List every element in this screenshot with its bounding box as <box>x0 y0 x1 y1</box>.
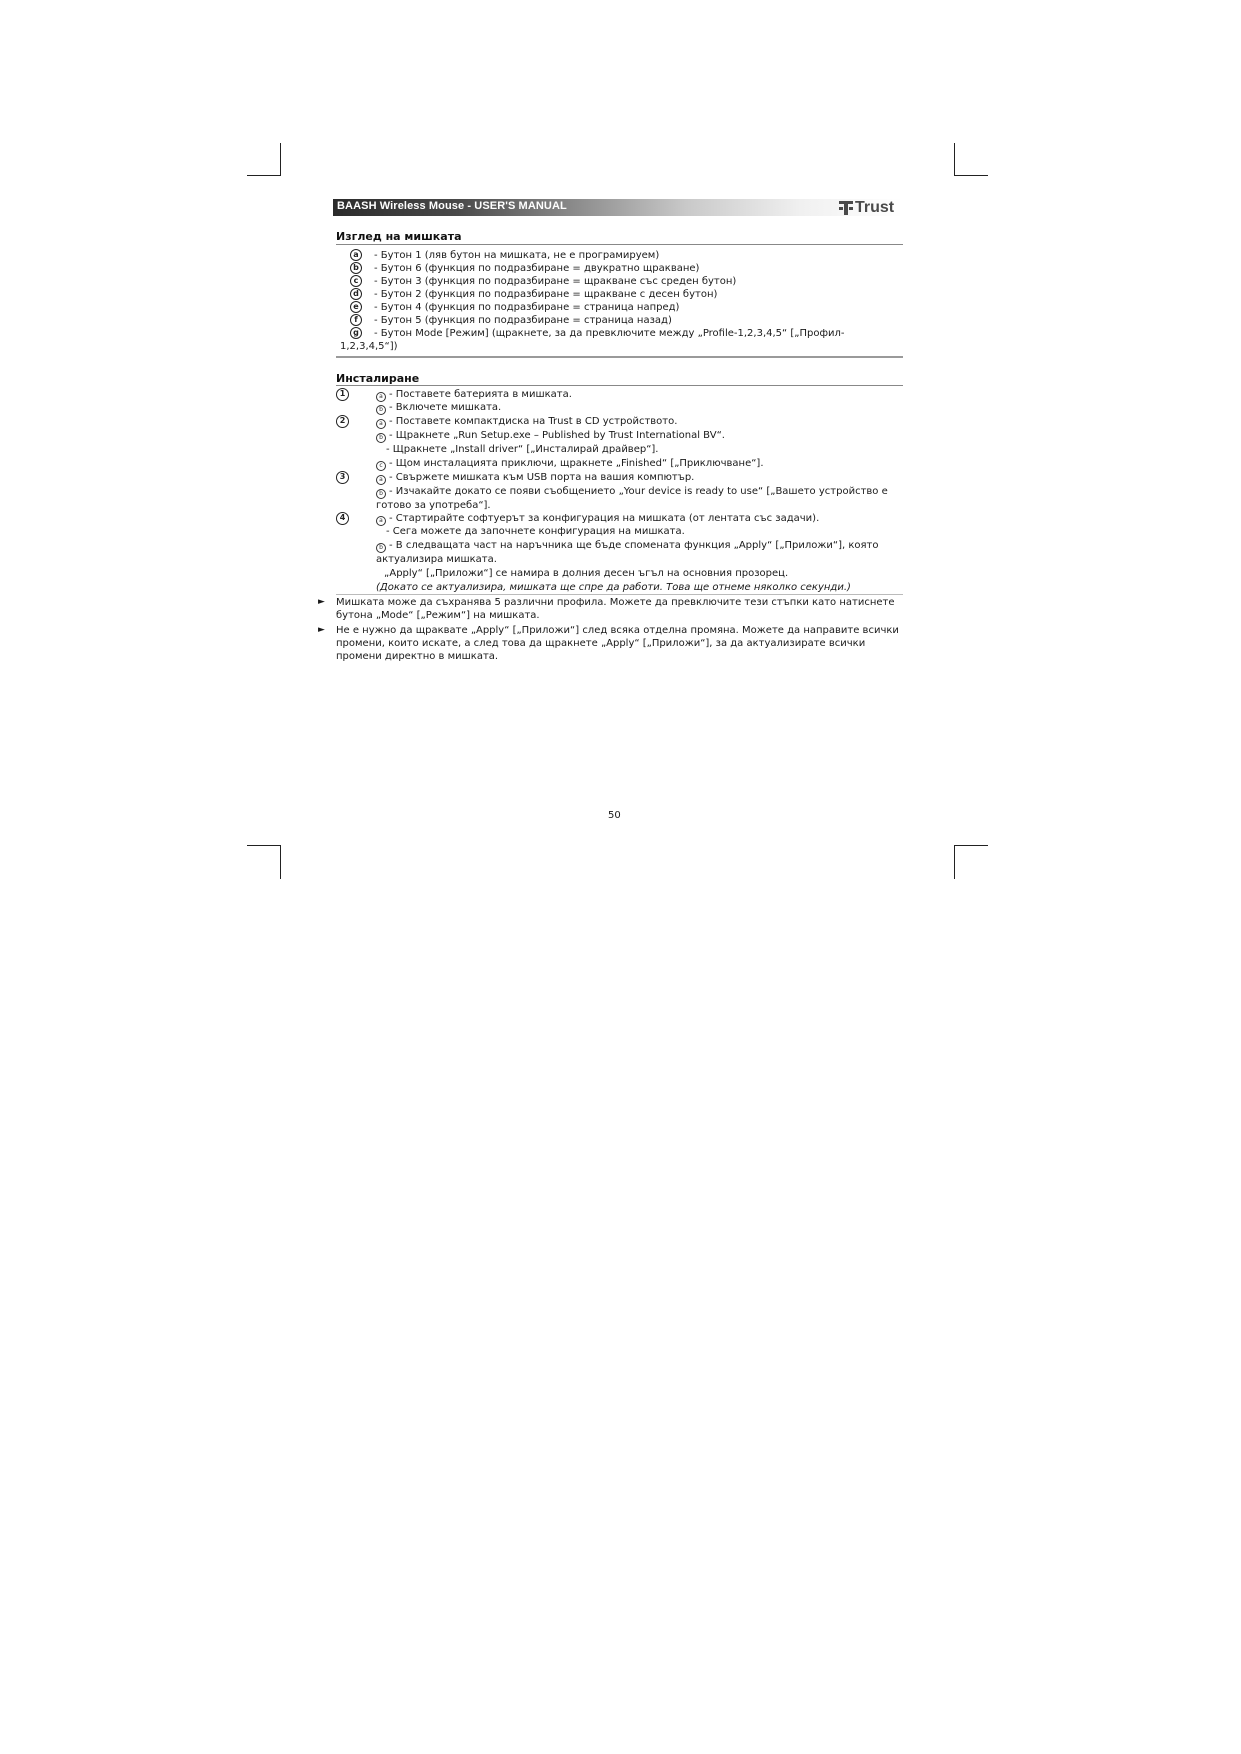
appearance-section-title: Изглед на мишката <box>336 230 462 243</box>
install-line <box>376 539 878 553</box>
list-item-text: - Бутон Mode [Режим] (щракнете, за да превключите между „Profile-1,2,3,4,5“ [„Профил- <box>374 328 845 339</box>
install-line-text: - Щракнете „Install driver“ [„Инсталирай драйвер“]. <box>386 444 659 455</box>
crop-mark <box>247 175 281 176</box>
install-line <box>376 401 501 415</box>
note-item <box>318 596 908 622</box>
crop-mark <box>954 845 955 879</box>
letter-d-icon: d <box>350 288 362 300</box>
step-3-icon: 3 <box>336 471 349 484</box>
crop-mark <box>280 143 281 176</box>
install-line-text: - Щом инсталацията приключи, щракнете „Finished“ [„Приключване“]. <box>389 458 764 469</box>
install-note-italic <box>376 581 851 595</box>
list-item-text: - Бутон 4 (функция по подразбиране = страница напред) <box>374 302 680 313</box>
triangle-bullet-icon: ► <box>318 597 325 607</box>
section-divider <box>336 356 903 358</box>
list-item-text: - Бутон 5 (функция по подразбиране = страница назад) <box>374 315 672 326</box>
install-line-text: - Поставете компактдиска на Trust в CD устройството. <box>389 416 678 427</box>
triangle-bullet-icon: ► <box>318 625 325 635</box>
letter-a-icon: a <box>350 249 362 261</box>
install-line <box>376 388 572 402</box>
crop-mark <box>954 845 988 846</box>
circle-b-icon: b <box>376 433 386 443</box>
trust-logo-text: Trust <box>855 199 895 216</box>
install-line <box>376 485 888 499</box>
letter-e-icon: e <box>350 301 362 313</box>
install-line-text: - В следващата част на наръчника ще бъде спомената функция „Apply“ [„Приложи“], която <box>389 540 879 551</box>
notes-list <box>318 596 908 665</box>
trust-logo-icon <box>839 201 853 215</box>
crop-mark <box>954 143 955 176</box>
install-line-text: - Стартирайте софтуерът за конфигурация на мишката (от лентата със задачи). <box>389 513 820 524</box>
section-divider <box>336 594 903 595</box>
list-item-text: - Бутон 1 (ляв бутон на мишката, не е програмируем) <box>374 250 660 261</box>
install-line <box>386 525 685 539</box>
manual-title: BAASH Wireless Mouse - USER'S MANUAL <box>337 200 567 212</box>
install-line-text: актуализира мишката. <box>376 554 497 565</box>
crop-mark <box>954 175 988 176</box>
list-item-text: - Бутон 3 (функция по подразбиране = щракване със среден бутон) <box>374 276 737 287</box>
install-line-text: (Докато се актуализира, мишката ще спре да работи. Това ще отнеме няколко секунди.) <box>376 582 851 593</box>
crop-mark <box>280 845 281 879</box>
circle-b-icon: b <box>376 489 386 499</box>
section-divider <box>336 244 903 245</box>
install-line-text: - Изчакайте докато се появи съобщението „Your device is ready to use“ [„Вашето устройство е <box>389 486 888 497</box>
letter-b-icon: b <box>350 262 362 274</box>
section-divider <box>336 385 903 386</box>
install-line-text: готово за употреба“]. <box>376 500 491 511</box>
install-line-text: - Сега можете да започнете конфигурация на мишката. <box>386 526 685 537</box>
install-line <box>376 553 497 567</box>
install-line <box>376 429 725 443</box>
install-line <box>376 471 694 485</box>
install-line <box>376 415 677 429</box>
install-line <box>376 499 491 513</box>
install-line <box>384 567 788 581</box>
letter-c-icon: c <box>350 275 362 287</box>
page-number: 50 <box>608 810 621 821</box>
install-line-text: - Щракнете „Run Setup.exe – Published by Trust International BV“. <box>389 430 725 441</box>
install-line-text: „Apply“ [„Приложи“] се намира в долния десен ъгъл на основния прозорец. <box>384 568 789 579</box>
circle-c-icon: c <box>376 461 386 471</box>
list-item-text: 1,2,3,4,5“]) <box>340 341 398 352</box>
install-line-text: - Свържете мишката към USB порта на вашия компютър. <box>389 472 695 483</box>
crop-mark <box>247 845 281 846</box>
circle-a-icon: a <box>376 516 386 526</box>
circle-a-icon: a <box>376 475 386 485</box>
letter-f-icon: f <box>350 314 362 326</box>
manual-header-bar <box>333 199 903 216</box>
step-1-icon: 1 <box>336 388 349 401</box>
circle-b-icon: b <box>376 405 386 415</box>
step-4-icon: 4 <box>336 512 349 525</box>
install-line <box>386 443 658 457</box>
circle-a-icon: a <box>376 419 386 429</box>
install-line-text: - Поставете батерията в мишката. <box>389 389 572 400</box>
note-item <box>318 624 908 663</box>
note-text: Не е нужно да щраквате „Apply“ [„Приложи“] след всяка отделна промяна. Можете да направите всички промени, които искате, а след това да щракнете „Apply“ [„Приложи“], за да актуализирате всички промени директно в мишката. <box>336 625 899 662</box>
list-item-text: - Бутон 2 (функция по подразбиране = щракване с десен бутон) <box>374 289 718 300</box>
list-item-text: - Бутон 6 (функция по подразбиране = двукратно щракване) <box>374 263 700 274</box>
install-line <box>376 512 819 526</box>
step-2-icon: 2 <box>336 415 349 428</box>
letter-g-icon: g <box>350 327 362 339</box>
circle-b-icon: b <box>376 543 386 553</box>
install-section-title: Инсталиране <box>336 372 420 385</box>
install-line <box>376 457 764 471</box>
trust-logo <box>839 198 903 218</box>
note-text: Мишката може да съхранява 5 различни профила. Можете да превключите тези стъпки като натиснете бутона „Mode“ [„Режим“] на мишката. <box>336 597 895 621</box>
circle-a-icon: a <box>376 392 386 402</box>
install-line-text: - Включете мишката. <box>389 402 502 413</box>
